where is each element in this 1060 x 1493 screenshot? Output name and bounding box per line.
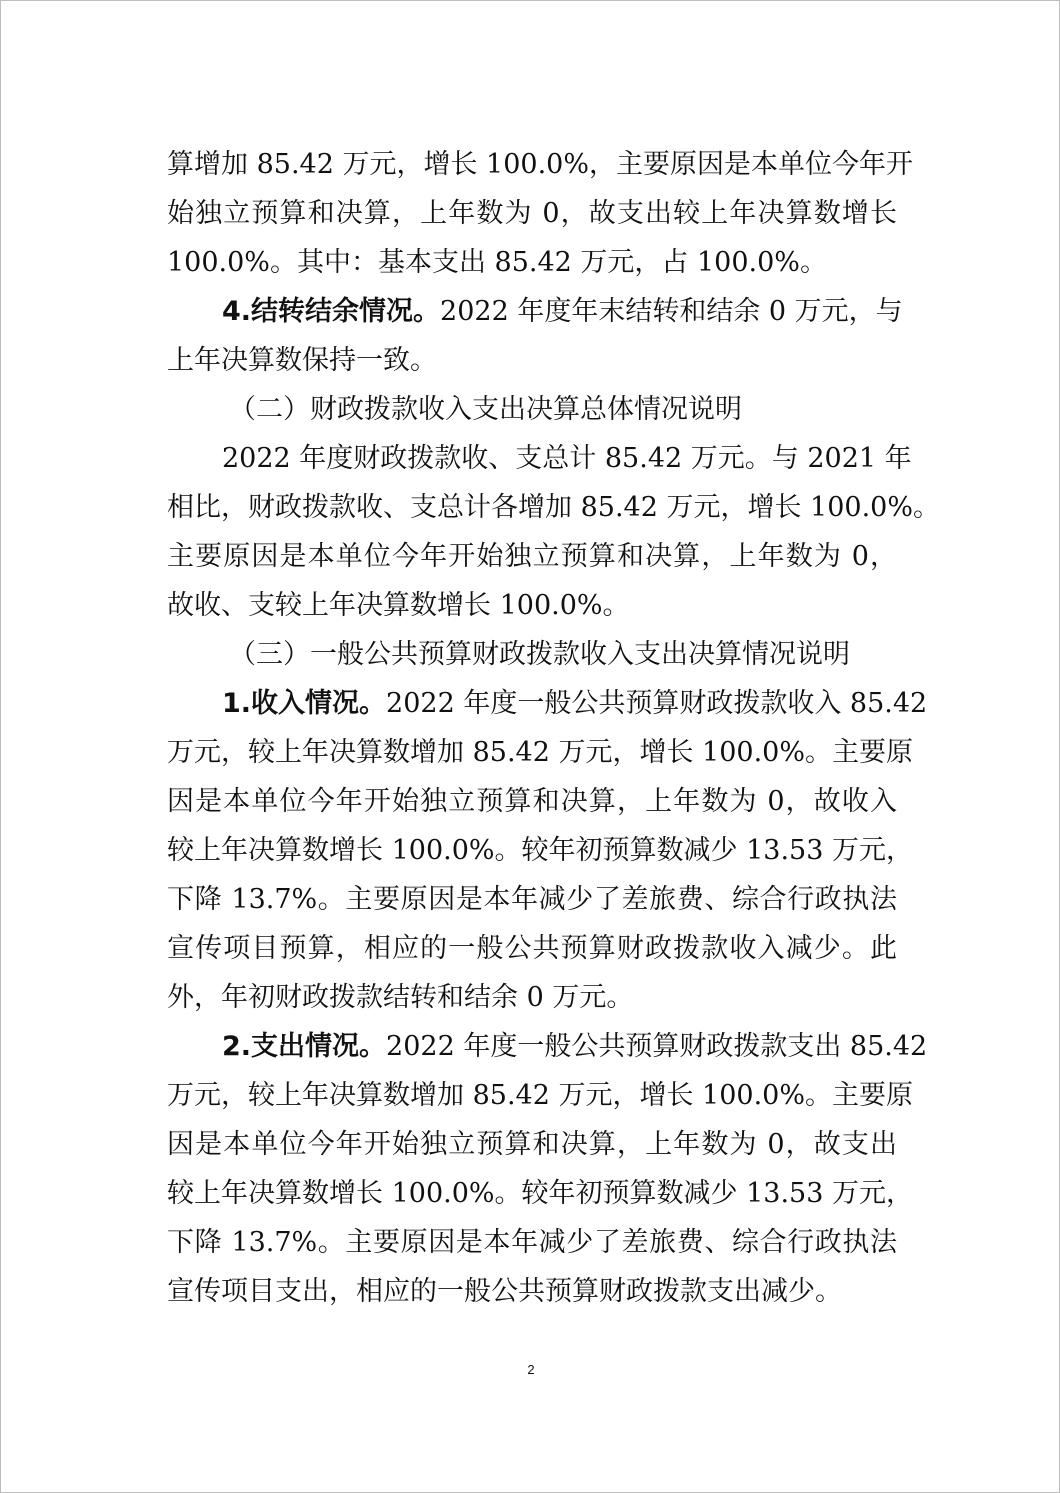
page-number: 2	[527, 1362, 535, 1377]
document-body	[167, 140, 940, 1316]
text-line: 宣传项目支出，相应的一般公共预算财政拨款支出减少。	[167, 1276, 842, 1307]
section-heading: 1.收入情况。	[222, 688, 387, 719]
text-line: 万元，较上年决算数增加 85.42 万元，增长 100.0%。主要原	[167, 737, 913, 768]
text-line: 故收、支较上年决算数增长 100.0%。	[167, 590, 630, 621]
text-line: 宣传项目预算，相应的一般公共预算财政拨款收入减少。此	[167, 933, 897, 964]
subsection-heading: （二）财政拨款收入支出决算总体情况说明	[229, 394, 742, 425]
text-line: 下降 13.7%。主要原因是本年减少了差旅费、综合行政执法	[167, 1227, 897, 1258]
text-line: 下降 13.7%。主要原因是本年减少了差旅费、综合行政执法	[167, 884, 897, 915]
text-run: 2022 年度一般公共预算财政拨款支出 85.42	[386, 1031, 928, 1062]
text-line: 外，年初财政拨款结转和结余 0 万元。	[167, 982, 634, 1013]
text-line: 算增加 85.42 万元，增长 100.0%，主要原因是本单位今年开	[167, 149, 913, 180]
text-line: 万元，较上年决算数增加 85.42 万元，增长 100.0%。主要原	[167, 1080, 913, 1111]
text-line	[167, 679, 928, 728]
text-line: 因是本单位今年开始独立预算和决算，上年数为 0，故收入	[167, 786, 897, 817]
subsection-heading: （三）一般公共预算财政拨款收入支出决算情况说明	[229, 639, 850, 670]
text-line	[167, 1022, 928, 1071]
text-run: 2022 年度一般公共预算财政拨款收入 85.42	[386, 688, 928, 719]
text-run: 2022 年度年末结转和结余 0 万元，与	[440, 296, 903, 327]
section-heading: 2.支出情况。	[222, 1031, 387, 1062]
text-line: 主要原因是本单位今年开始独立预算和决算，上年数为 0，	[167, 541, 897, 572]
text-line: 较上年决算数增长 100.0%。较年初预算数减少 13.53 万元，	[167, 835, 913, 866]
text-line: 100.0%。其中：基本支出 85.42 万元，占 100.0%。	[167, 247, 827, 278]
text-line: 上年决算数保持一致。	[167, 345, 437, 376]
text-line: 始独立预算和决算，上年数为 0，故支出较上年决算数增长	[167, 198, 897, 229]
text-line: 因是本单位今年开始独立预算和决算，上年数为 0，故支出	[167, 1129, 897, 1160]
text-line: 较上年决算数增长 100.0%。较年初预算数减少 13.53 万元，	[167, 1178, 913, 1209]
text-line: 相比，财政拨款收、支总计各增加 85.42 万元，增长 100.0%。	[167, 492, 940, 523]
section-heading: 4.结转结余情况。	[222, 296, 441, 327]
text-line: 2022 年度财政拨款收、支总计 85.42 万元。与 2021 年	[222, 443, 912, 474]
text-line	[167, 287, 903, 336]
